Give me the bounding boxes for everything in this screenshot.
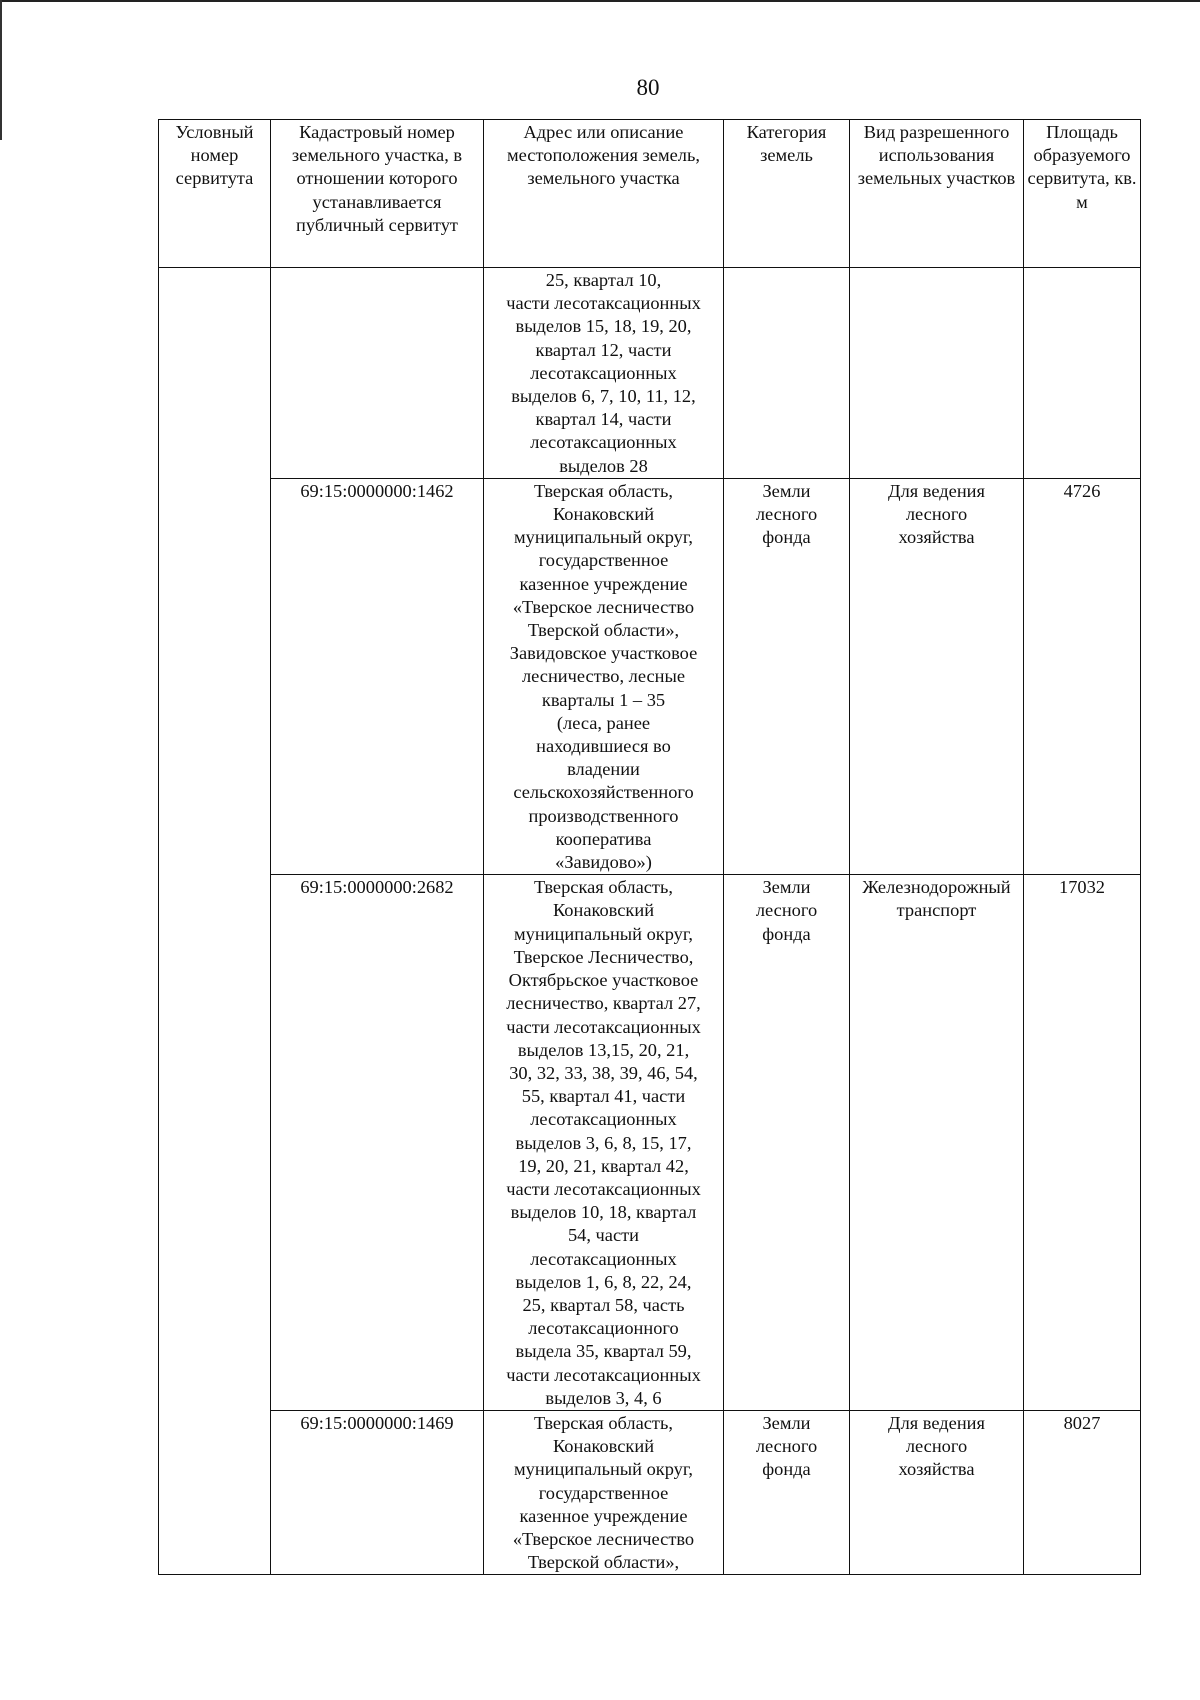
servitude-area-cell bbox=[1024, 268, 1141, 479]
header-servitude-area: Площадь образуемого сервитута, кв. м bbox=[1024, 120, 1141, 268]
servitude-number-cell bbox=[159, 268, 271, 1575]
table-row bbox=[159, 875, 1141, 1411]
cadastral-number-cell: 69:15:0000000:1469 bbox=[271, 1410, 484, 1574]
servitude-area-cell: 8027 bbox=[1024, 1410, 1141, 1574]
cadastral-number-cell: 69:15:0000000:1462 bbox=[271, 478, 484, 874]
land-category-cell: Земли лесного фонда bbox=[724, 478, 850, 874]
permitted-use-cell: Для ведения лесного хозяйства bbox=[850, 1410, 1024, 1574]
page-top-border bbox=[0, 0, 1200, 2]
land-category-cell bbox=[724, 268, 850, 479]
cadastral-number-cell: 69:15:0000000:2682 bbox=[271, 875, 484, 1411]
table-row bbox=[159, 268, 1141, 479]
permitted-use-cell: Железнодорожный транспорт bbox=[850, 875, 1024, 1411]
table-row bbox=[159, 1410, 1141, 1574]
land-category-cell: Земли лесного фонда bbox=[724, 875, 850, 1411]
permitted-use-cell bbox=[850, 268, 1024, 479]
header-land-category: Категория земель bbox=[724, 120, 850, 268]
land-category-cell: Земли лесного фонда bbox=[724, 1410, 850, 1574]
servitude-area-cell: 17032 bbox=[1024, 875, 1141, 1411]
cadastral-number-cell bbox=[271, 268, 484, 479]
table-header-row bbox=[159, 120, 1141, 268]
page-number: 80 bbox=[636, 75, 660, 100]
address-cell: Тверская область, Конаковский муниципальный округ, Тверское Лесничество, Октябрьское участковое лесничество, квартал 27, части лесотаксационных выделов 13,15, 20, 21, 30, 32, 33, 38, 39, 46, 54, 55, квартал 41, части лесотаксационных выделов 3, 6, 8, 15, 17, 19, 20, 21, квартал 42, части лесотаксационных выделов 10, 18, квартал 54, части лесотаксационных выделов 1, 6, 8, 22, 24, 25, квартал 58, часть лесотаксационного выдела 35, квартал 59, части лесотаксационных выделов 3, 4, 6 bbox=[484, 875, 724, 1411]
header-cadastral-number: Кадастровый номер земельного участка, в отношении которого устанавливается публичный сервитут bbox=[271, 120, 484, 268]
page-left-border bbox=[0, 0, 2, 140]
address-cell: Тверская область, Конаковский муниципальный округ, государственное казенное учреждение «Тверское лесничество Тверской области», bbox=[484, 1410, 724, 1574]
servitude-area-cell: 4726 bbox=[1024, 478, 1141, 874]
servitude-table bbox=[158, 119, 1141, 1575]
header-permitted-use: Вид разрешенного использования земельных участков bbox=[850, 120, 1024, 268]
address-cell: Тверская область, Конаковский муниципальный округ, государственное казенное учреждение «Тверское лесничество Тверской области», Завидовское участковое лесничество, лесные кварталы 1 – 35 (леса, ранее находившиеся во владении сельскохозяйственного производственного кооператива «Завидово») bbox=[484, 478, 724, 874]
address-cell: 25, квартал 10, части лесотаксационных выделов 15, 18, 19, 20, квартал 12, части лесотаксационных выделов 6, 7, 10, 11, 12, квартал 14, части лесотаксационных выделов 28 bbox=[484, 268, 724, 479]
permitted-use-cell: Для ведения лесного хозяйства bbox=[850, 478, 1024, 874]
header-address: Адрес или описание местоположения земель, земельного участка bbox=[484, 120, 724, 268]
table-row bbox=[159, 478, 1141, 874]
header-servitude-number: Условный номер сервитута bbox=[159, 120, 271, 268]
